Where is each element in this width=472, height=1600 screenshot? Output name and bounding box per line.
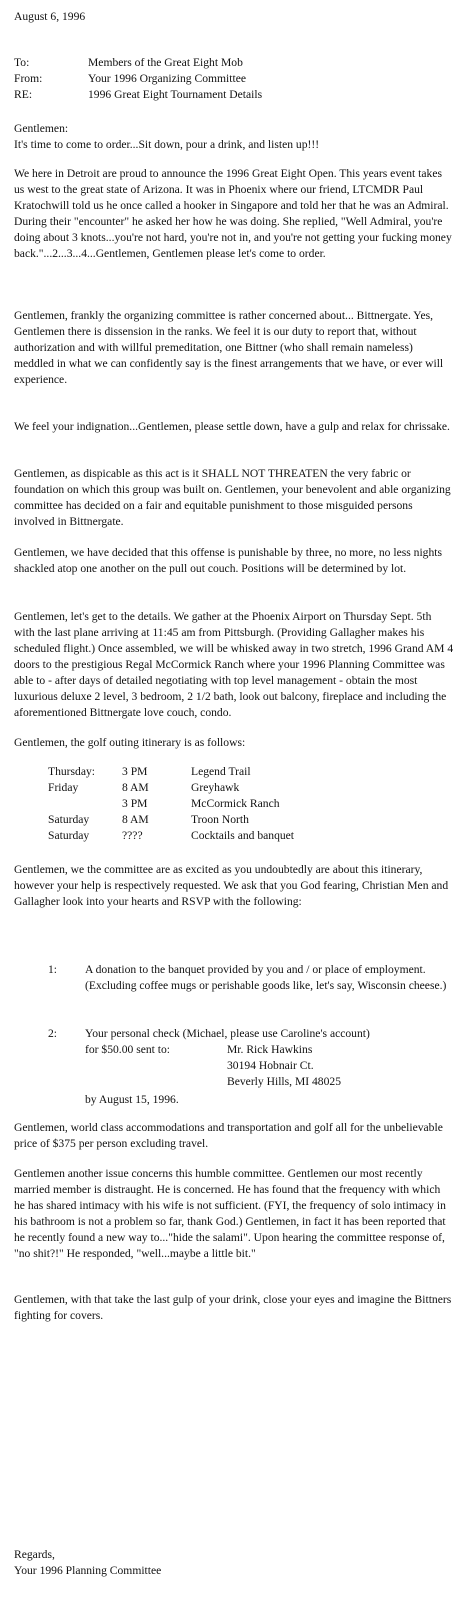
- address-line: Mr. Rick Hawkins: [227, 1043, 313, 1056]
- header-to-value: Members of the Great Eight Mob: [88, 56, 243, 69]
- paragraph-indignation: We feel your indignation...Gentlemen, please settle down, have a gulp and relax for chrissake.: [14, 420, 450, 433]
- header-from-value: Your 1996 Organizing Committee: [88, 72, 247, 85]
- golf-itinerary: [48, 764, 368, 844]
- itinerary-event: Legend Trail: [191, 765, 251, 778]
- rsvp-item-text: Your personal check (Michael, please use Caroline's account): [85, 1027, 370, 1040]
- itinerary-time: ????: [122, 829, 143, 842]
- paragraph-price: Gentlemen, world class accommodations and transportation and golf all for the unbelievable price of $375 per person excluding travel.: [14, 1121, 443, 1150]
- check-amount-text: for $50.00 sent to:: [85, 1043, 171, 1056]
- paragraph-final: Gentlemen, with that take the last gulp of your drink, close your eyes and imagine the Bittners fighting for covers.: [14, 1293, 452, 1322]
- itinerary-day: Friday: [48, 781, 79, 794]
- header-re-row: [14, 87, 434, 103]
- itinerary-time: 8 AM: [122, 813, 149, 826]
- opening-line: It's time to come to order...Sit down, pour a drink, and listen up!!!: [14, 138, 320, 151]
- memo-date: August 6, 1996: [14, 10, 86, 23]
- header-re-label: RE:: [14, 88, 33, 101]
- itinerary-event: Troon North: [191, 813, 249, 826]
- signoff: Regards,: [14, 1548, 55, 1561]
- rsvp-item-text: A donation to the banquet provided by you and / or place of employment. (Excluding coffee mugs or perishable goods like, let's say, Wisconsin cheese.): [85, 963, 447, 992]
- header-from-label: From:: [14, 72, 43, 85]
- header-from-row: [14, 71, 434, 87]
- salutation: Gentlemen:: [14, 122, 69, 135]
- itinerary-time: 3 PM: [122, 797, 148, 810]
- paragraph-bittnergate: Gentlemen, frankly the organizing committee is rather concerned about... Bittnergate. Yes, Gentlemen there is dissension in the ranks. We feel it is our duty to report that, without authorization and with willful premeditation, one Bittner (who shall remain nameless) meddled in what we can confidently say is the finest arrangements that we have, or ever will experience.: [14, 309, 444, 386]
- itinerary-row: [48, 828, 368, 844]
- memo-header: [14, 55, 434, 103]
- itinerary-row: [48, 780, 368, 796]
- header-re-value: 1996 Great Eight Tournament Details: [88, 88, 263, 101]
- itinerary-day: Saturday: [48, 813, 90, 826]
- rsvp-item-number: 1:: [48, 963, 58, 976]
- paragraph-offense: Gentlemen, we have decided that this offense is punishable by three, no more, no less nights shackled atop one another on the pull out couch. Positions will be determined by lot.: [14, 546, 443, 575]
- paragraph-rsvp-intro: Gentlemen, we the committee are as excited as you undoubtedly are about this itinerary, however your help is respectively requested. We ask that you God fearing, Christian Men and Gallagher look into your hearts and RSVP with the following:: [14, 863, 449, 908]
- itinerary-time: 8 AM: [122, 781, 149, 794]
- rsvp-deadline: by August 15, 1996.: [85, 1093, 179, 1106]
- itinerary-day: Saturday: [48, 829, 90, 842]
- itinerary-event: McCormick Ranch: [191, 797, 280, 810]
- paragraph-announcement: We here in Detroit are proud to announce the 1996 Great Eight Open. This years event takes us west to the great state of Arizona. It was in Phoenix where our friend, LTCMDR Paul Kratochwill told us he once called a hooker in Singapore and told her that he was an Admiral. During their "encounter" he asked her how he was doing. She replied, "Well Admiral, you're doing about 3 knots...you're not hard, you're not in, and you're not getting your fucking money back."...2...3...4...Gentlemen, Gentlemen please let's come to order.: [14, 167, 452, 260]
- itinerary-row: [48, 796, 368, 812]
- rsvp-item-donation: [48, 962, 458, 1012]
- itinerary-row: [48, 812, 368, 828]
- rsvp-item-check: [48, 1026, 458, 1108]
- itinerary-event: Greyhawk: [191, 781, 240, 794]
- header-to-row: [14, 55, 434, 71]
- paragraph-married-member: Gentlemen another issue concerns this humble committee. Gentlemen our most recently married member is distraught. He is concerned. He has found that the frequency with which he has shared intimacy with his wife is not sufficient. (FYI, the frequency of solo intimacy in his bathroom is not a problem so far, thank God.) Gentlemen, in fact it has been reported that he recently found a new way to..."hide the salami". Upon hearing the committee response of, "no shit?!" He responded, "well...maybe a little bit.": [14, 1167, 446, 1260]
- address-line: 30194 Hobnair Ct.: [227, 1059, 314, 1072]
- itinerary-row: [48, 764, 368, 780]
- itinerary-day: Thursday:: [48, 765, 96, 778]
- itinerary-time: 3 PM: [122, 765, 148, 778]
- signature: Your 1996 Planning Committee: [14, 1564, 162, 1577]
- rsvp-item-number: 2:: [48, 1027, 58, 1040]
- address-line: Beverly Hills, MI 48025: [227, 1075, 341, 1088]
- paragraph-punishment: Gentlemen, as dispicable as this act is it SHALL NOT THREATEN the very fabric or foundation on which this group was built on. Gentlemen, your benevolent and able organizing committee has decided on a fair and equitable punishment to those misguided persons involved in Bittnergate.: [14, 467, 451, 528]
- paragraph-itinerary-intro: Gentlemen, the golf outing itinerary is as follows:: [14, 736, 246, 749]
- paragraph-details: Gentlemen, let's get to the details. We gather at the Phoenix Airport on Thursday Sept. 5th with the last plane arriving at 11:45 am from Pittsburgh. (Providing Gallagher makes his scheduled flight.) Once assembled, we will be whisked away in two stretch, 1996 Grand AM 4 doors to the prestigious Regal McCormick Ranch where your 1996 Planning Committee was able to - after days of detailed negotiating with top level management - obtain the most luxurious deluxe 2 level, 3 bedroom, 2 1/2 bath, look out balcony, fireplace and including the aforementioned Bittnergate love couch, condo.: [14, 610, 454, 719]
- header-to-label: To:: [14, 56, 30, 69]
- itinerary-event: Cocktails and banquet: [191, 829, 295, 842]
